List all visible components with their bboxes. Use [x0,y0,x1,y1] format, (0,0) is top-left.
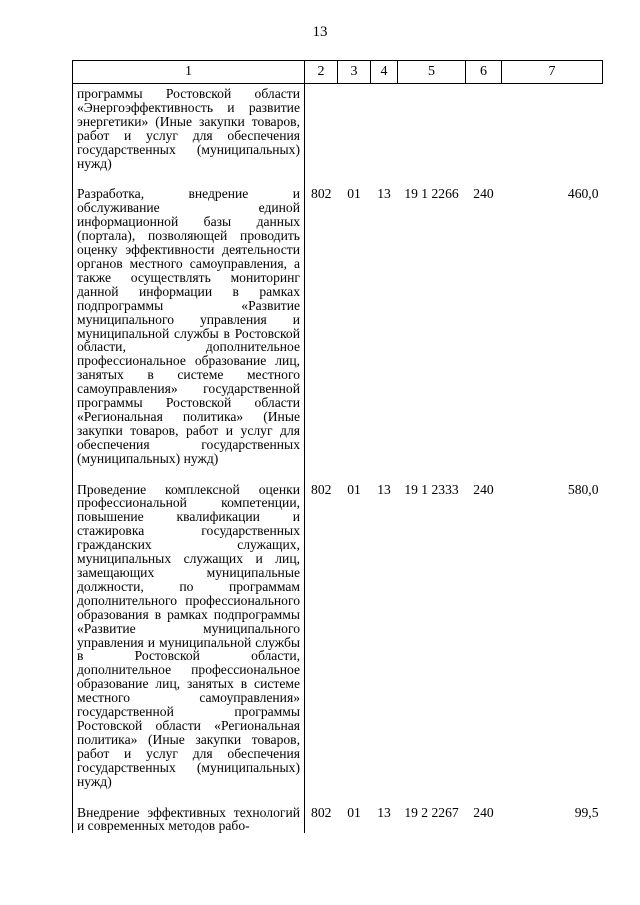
row-amount: 99,5 [574,804,599,820]
row-subsection-code: 13 [377,186,391,202]
column-header-6: 6 [466,61,502,84]
row-description: Проведение комплексной оценки профессиональной компетенции, повышение квалификации и стажировка государственных гражданских служащих, муниципальных служащих и лиц, замещающих муниципальные должности, по программам дополнительного профессионального образования в рамках подпрограммы «Развитие муниципального управления и муниципальной службы в Ростовской области, дополнительное профессиональное образование лиц, занятых в системе местного самоуправления» государственной программы Ростовской области «Региональная политика» (Иные закупки товаров, работ и услуг для обеспечения государственных (муниципальных) нужд) [73,481,305,789]
row-section-code: 01 [347,186,361,202]
row-description: программы Ростовской области «Энергоэффективность и развитие энергетики» (Иные закупки товаров, работ и услуг для обеспечения государственных (муниципальных) нужд) [73,84,305,171]
page-number: 13 [312,24,328,40]
row-amount: 460,0 [567,186,599,202]
table-header-row [73,61,603,84]
row-description: Разработка, внедрение и обслуживание единой информационной базы данных (портала), позволяющей проводить оценку эффективности деятельности органов местного самоуправления, а также осуществлять мониторинг данной информации в рамках подпрограммы «Развитие муниципального управления и муниципальной службы в Ростовской области, дополнительное профессиональное образование лиц, занятых в системе местного самоуправления» государственной программы Ростовской области «Региональная политика» (Иные закупки товаров, работ и услуг для обеспечения государственных (муниципальных) нужд) [73,185,305,465]
table-row [73,84,603,171]
row-expense-type: 240 [473,804,494,820]
column-header-5: 5 [398,61,466,84]
row-expense-type [466,84,502,171]
row-ministry-code: 802 [311,804,332,820]
column-header-1: 1 [73,61,305,84]
row-section-code: 01 [347,804,361,820]
row-subsection-code [371,84,398,171]
table-row [73,185,603,465]
row-expense-type: 240 [473,481,494,497]
column-header-3: 3 [338,61,371,84]
budget-table [72,60,603,833]
row-target-code: 19 2 2267 [404,804,459,820]
row-amount: 580,0 [567,481,599,497]
column-header-2: 2 [305,61,338,84]
row-spacer [73,170,603,185]
column-header-7: 7 [502,61,603,84]
row-section-code [338,84,371,171]
row-ministry-code: 802 [311,481,332,497]
row-target-code: 19 1 2333 [404,481,459,497]
row-ministry-code [305,84,338,171]
row-target-code [398,84,466,171]
row-expense-type: 240 [473,186,494,202]
row-spacer [73,466,603,481]
row-description: Внедрение эффективных технологий и современных методов рабо- [73,804,305,834]
column-header-4: 4 [371,61,398,84]
row-ministry-code: 802 [311,186,332,202]
table-row [73,481,603,789]
table-row [73,804,603,834]
row-subsection-code: 13 [377,804,391,820]
row-spacer [73,789,603,804]
row-section-code: 01 [347,481,361,497]
row-target-code: 19 1 2266 [404,186,459,202]
row-subsection-code: 13 [377,481,391,497]
row-amount [502,84,603,171]
